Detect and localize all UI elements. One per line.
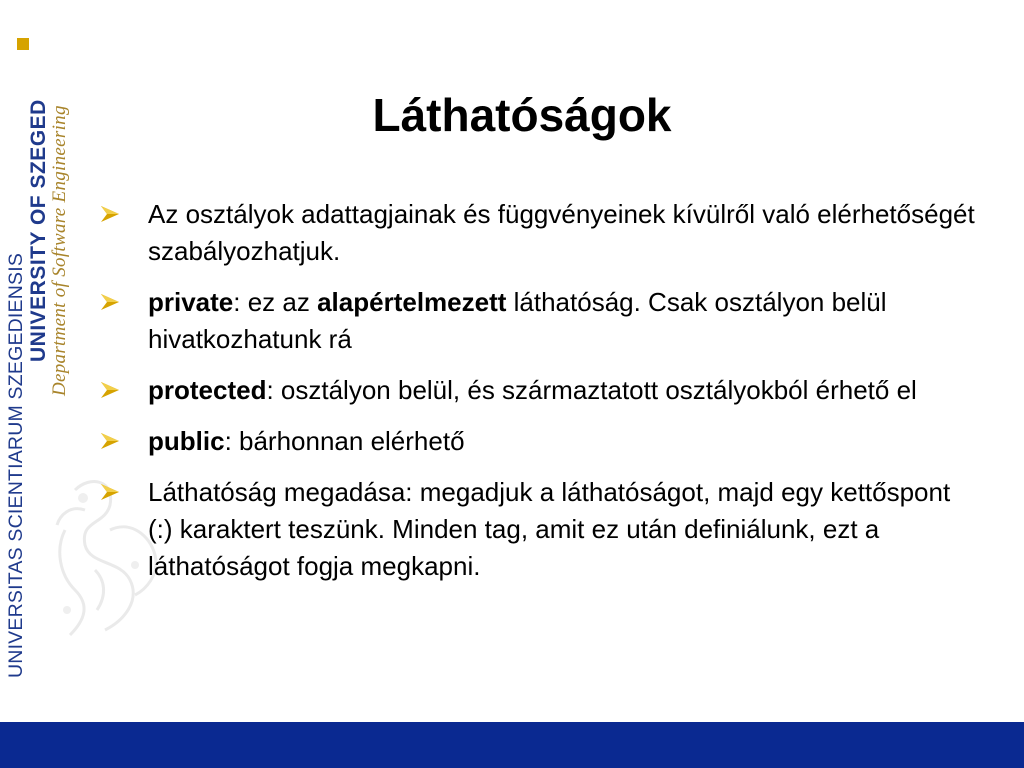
bullet-text: : osztályon belül, és származtatott osztályokból érhető el <box>266 375 917 405</box>
bullet-item <box>98 423 978 460</box>
arrow-bullet-icon <box>100 196 122 233</box>
bullet-list <box>98 196 978 599</box>
latin-university-name: UNIVERSITAS SCIENTIARUM SZEGEDIENSIS <box>5 252 27 678</box>
bullet-separator: : ez az <box>233 287 318 317</box>
bullet-item <box>98 372 978 409</box>
slide-title: Láthatóságok <box>372 89 672 141</box>
bullet-term: private <box>148 287 234 317</box>
bullet-term: protected <box>148 375 267 405</box>
department-name: Department of Software Engineering <box>49 105 70 396</box>
bullet-text: láthatóság. Csak osztályon belül hivatkozhatunk rá <box>148 287 887 354</box>
university-name: UNIVERSITY OF SZEGED <box>27 99 50 362</box>
arrow-bullet-icon <box>100 284 122 321</box>
footer-band <box>0 722 1024 768</box>
bullet-item <box>98 284 978 358</box>
bullet-emphasis: alapértelmezett <box>317 287 507 317</box>
bullet-item <box>98 196 978 270</box>
bullet-term: public <box>148 426 225 456</box>
bullet-text: : bárhonnan elérhető <box>224 426 465 456</box>
arrow-bullet-icon <box>100 474 122 511</box>
bullet-item <box>98 474 978 585</box>
bullet-text: Az osztályok adattagjainak és függvényeinek kívülről való elérhetőségét szabályozhatjuk. <box>148 199 975 266</box>
bullet-text: Láthatóság megadása: megadjuk a láthatóságot, majd egy kettőspont (:) karaktert teszünk. Minden tag, amit ez után definiálunk, ezt a láthatóságot fogja megkapni. <box>148 477 951 581</box>
arrow-bullet-icon <box>100 423 122 460</box>
arrow-bullet-icon <box>100 372 122 409</box>
